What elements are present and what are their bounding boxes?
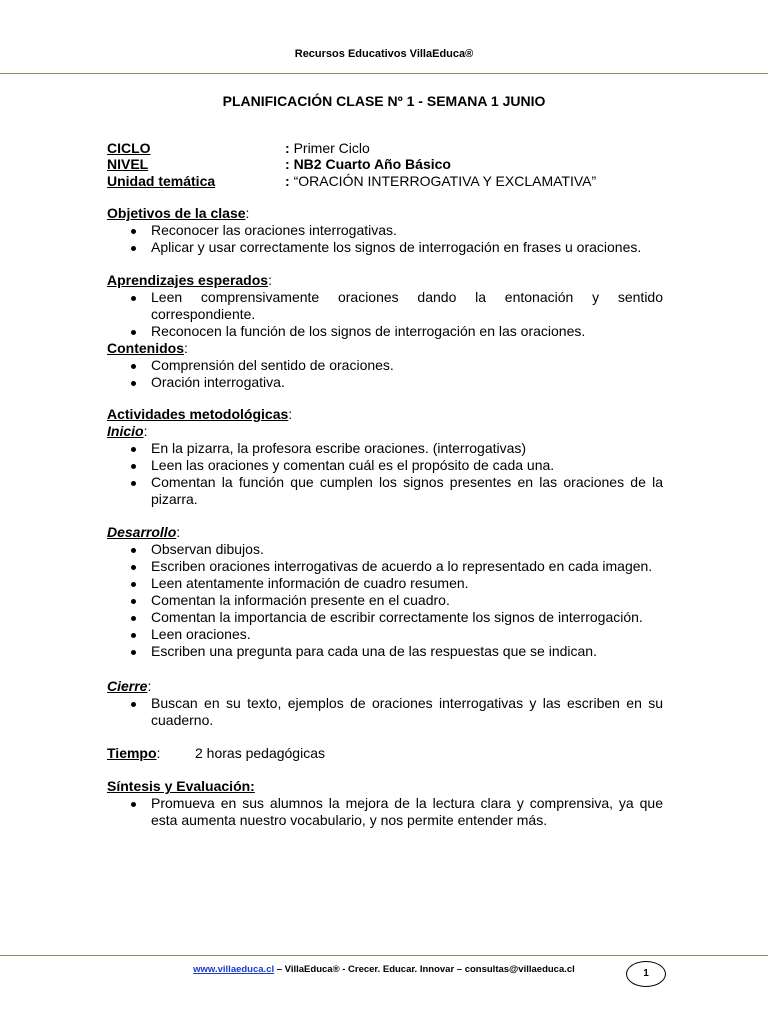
info-value: : NB2 Cuarto Año Básico (285, 156, 451, 172)
header-divider (0, 73, 768, 74)
list-item: Leen las oraciones y comentan cuál es el propósito de cada una. (107, 457, 663, 474)
info-label: Unidad temática (107, 173, 216, 189)
list-item: Reconocen la función de los signos de interrogación en las oraciones. (107, 323, 663, 340)
list-item: Comentan la información presente en el cuadro. (107, 592, 663, 609)
section-heading: Síntesis y Evaluación: (107, 778, 255, 794)
list-item: Comprensión del sentido de oraciones. (107, 357, 663, 374)
list-item: Leen oraciones. (107, 626, 663, 643)
subsection-desarrollo: Desarrollo: Observan dibujos. Escriben oraciones interrogativas de acuerdo a lo representado en cada imagen. Leen atentamente información de cuadro resumen. Comentan la información presente en el cuadro. Comentan la importancia de escribir correctamente los signos de interrogación. Leen oraciones. Escriben una pregunta para cada una de las respuestas que se indican. (107, 524, 663, 660)
section-aprendizajes: Aprendizajes esperados: Leen comprensivamente oraciones dando la entonación y sentido correspondiente. Reconocen la función de los signos de interrogación en las oraciones. (107, 272, 663, 339)
section-heading: Contenidos (107, 340, 184, 356)
list-item: Escriben oraciones interrogativas de acuerdo a lo representado en cada imagen. (107, 558, 663, 575)
info-value: : Primer Ciclo (285, 140, 370, 156)
list-item: Leen atentamente información de cuadro resumen. (107, 575, 663, 592)
page-number: 1 (626, 961, 666, 987)
list-item: Promueva en sus alumnos la mejora de la lectura clara y comprensiva, ya que esta aumenta nuestro vocabulario, y nos permite entender más. (107, 795, 663, 829)
section-sintesis (107, 778, 663, 829)
section-heading: Actividades metodológicas (107, 406, 289, 422)
info-label: NIVEL (107, 156, 149, 172)
info-row-unidad (107, 173, 667, 190)
page-header: Recursos Educativos VillaEduca® (294, 48, 474, 60)
info-row-nivel (107, 156, 667, 173)
list-item: Escriben una pregunta para cada una de las respuestas que se indican. (107, 643, 663, 660)
tiempo-label: Tiempo (107, 745, 157, 761)
footer-text: – VillaEduca® - Crecer. Educar. Innovar – consultas@villaeduca.cl (274, 964, 575, 975)
list-item: Oración interrogativa. (107, 374, 663, 391)
list-item: Reconocer las oraciones interrogativas. (107, 222, 663, 239)
section-contenidos: Contenidos: Comprensión del sentido de oraciones. Oración interrogativa. (107, 340, 663, 391)
section-objetivos: Objetivos de la clase: Reconocer las oraciones interrogativas. Aplicar y usar correctamente los signos de interrogación en frases u oraciones. (107, 205, 663, 256)
section-heading: Aprendizajes esperados (107, 272, 269, 288)
subsection-heading-desarrollo: Desarrollo (107, 524, 177, 540)
info-label: CICLO (107, 140, 151, 156)
section-actividades: Actividades metodológicas: Inicio: En la pizarra, la profesora escribe oraciones. (interrogativas) Leen las oraciones y comentan cuál es el propósito de cada una. Comentan la función que cumplen los signos presentes en las oraciones de la pizarra. (107, 406, 663, 507)
section-heading: Objetivos de la clase (107, 205, 246, 221)
website-link[interactable]: www.villaeduca.cl (193, 964, 275, 975)
tiempo-row: Tiempo: 2 horas pedagógicas (107, 745, 325, 761)
tiempo-value: 2 horas pedagógicas (195, 745, 325, 761)
info-row-ciclo (107, 140, 667, 157)
footer-divider (0, 955, 768, 956)
list-item: Aplicar y usar correctamente los signos de interrogación en frases u oraciones. (107, 239, 663, 256)
list-item: En la pizarra, la profesora escribe oraciones. (interrogativas) (107, 440, 663, 457)
list-item: Buscan en su texto, ejemplos de oraciones interrogativas y las escriben en su cuaderno. (107, 695, 663, 729)
list-item: Comentan la función que cumplen los signos presentes en las oraciones de la pizarra. (107, 474, 663, 508)
document-title: PLANIFICACIÓN CLASE Nº 1 - SEMANA 1 JUNIO (222, 93, 546, 109)
subsection-heading-inicio: Inicio (107, 423, 144, 439)
subsection-heading-cierre: Cierre (107, 678, 148, 694)
info-value: : “ORACIÓN INTERROGATIVA Y EXCLAMATIVA” (285, 173, 597, 189)
list-item: Observan dibujos. (107, 541, 663, 558)
list-item: Leen comprensivamente oraciones dando la entonación y sentido correspondiente. (107, 289, 663, 323)
list-item: Comentan la importancia de escribir correctamente los signos de interrogación. (107, 609, 663, 626)
subsection-cierre: Cierre: Buscan en su texto, ejemplos de oraciones interrogativas y las escriben en su cuaderno. (107, 678, 663, 728)
